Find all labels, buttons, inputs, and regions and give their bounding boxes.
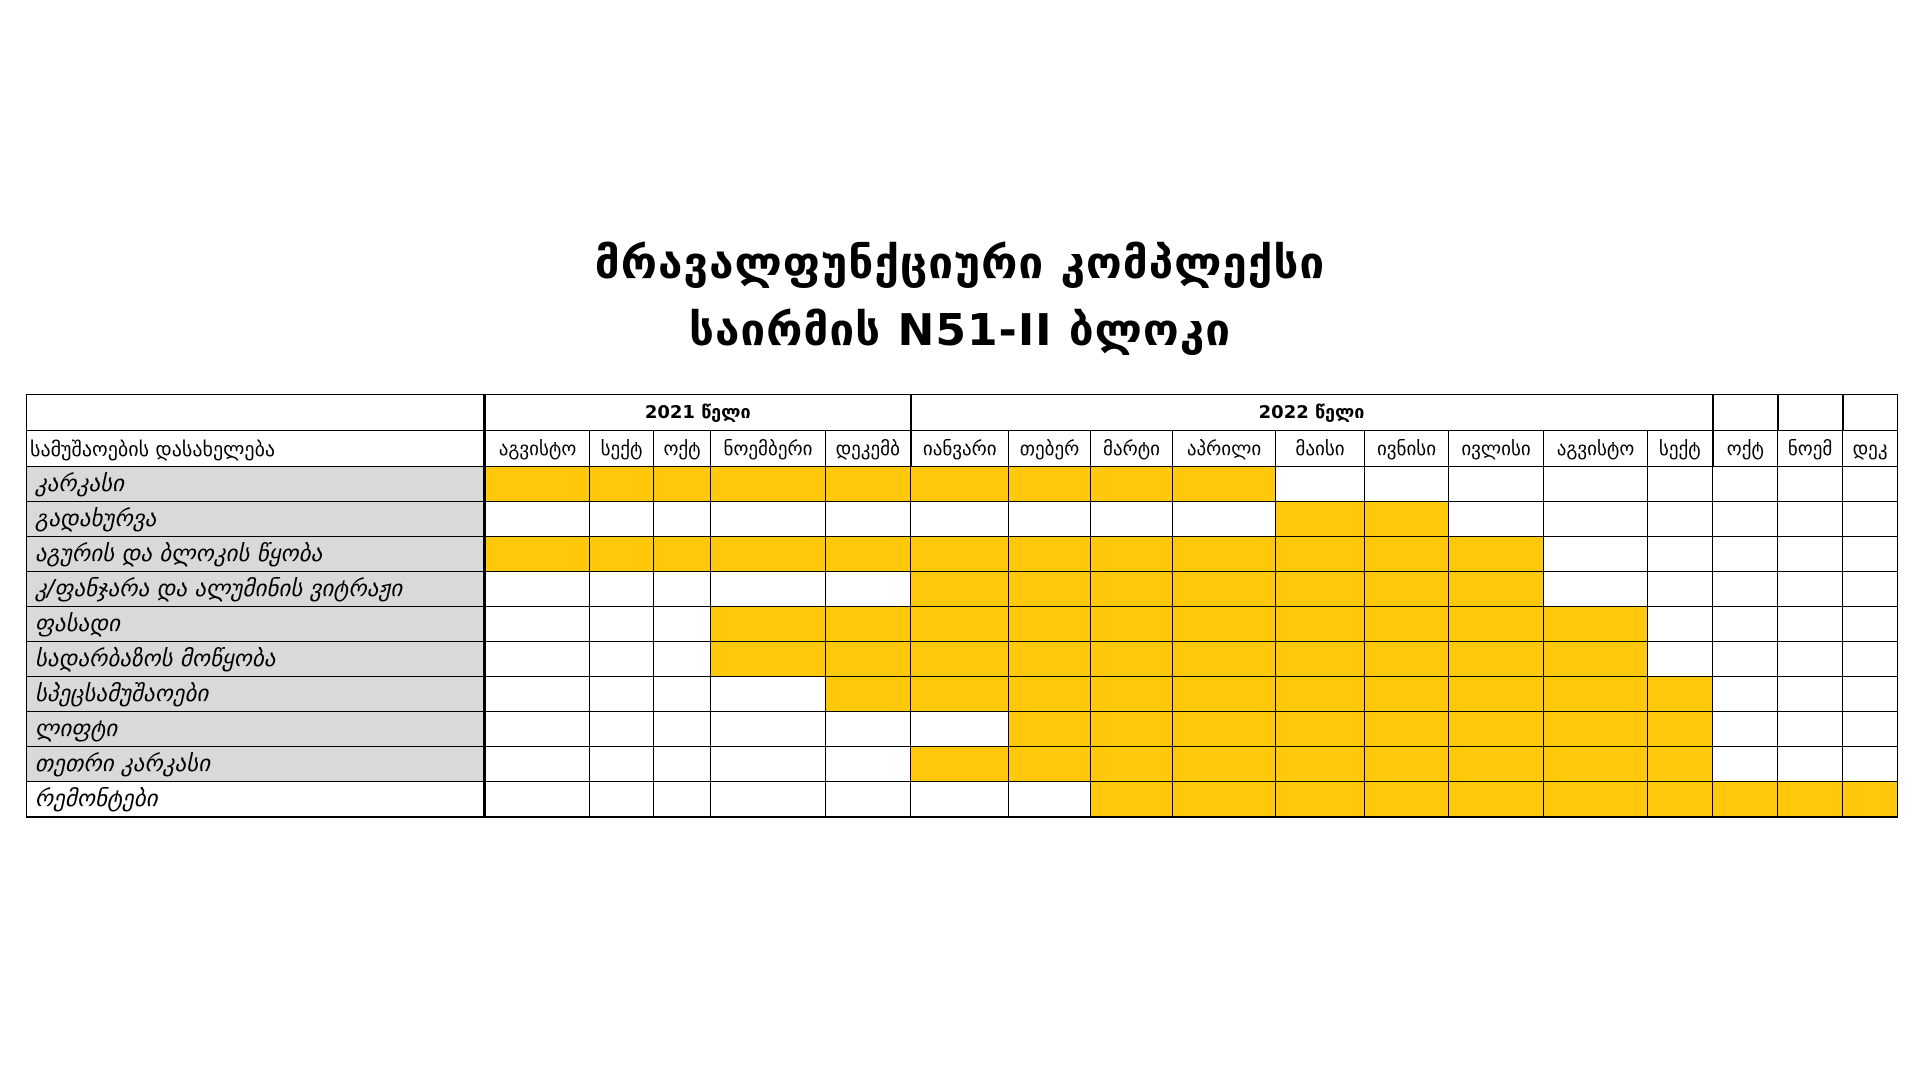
schedule-cell-active [590, 467, 654, 502]
schedule-cell-empty [654, 677, 711, 712]
schedule-cell-active [1449, 782, 1544, 817]
schedule-cell-empty [826, 782, 911, 817]
schedule-cell-active [711, 642, 826, 677]
task-name: რემონტები [27, 782, 485, 817]
task-name: აგურის და ბლოკის წყობა [27, 537, 485, 572]
schedule-cell-active [911, 677, 1009, 712]
schedule-cell-empty [590, 677, 654, 712]
schedule-cell-empty [1449, 467, 1544, 502]
year-header: 2022 წელი [911, 395, 1713, 431]
schedule-cell-active [911, 607, 1009, 642]
schedule-cell-empty [826, 712, 911, 747]
schedule-cell-empty [1544, 502, 1648, 537]
schedule-cell-active [1009, 712, 1091, 747]
schedule-cell-empty [1648, 537, 1713, 572]
schedule-cell-active [1091, 712, 1173, 747]
schedule-cell-active [826, 642, 911, 677]
schedule-cell-empty [1778, 677, 1843, 712]
schedule-cell-empty [1713, 677, 1778, 712]
schedule-cell-active [826, 607, 911, 642]
schedule-cell-active [1173, 712, 1276, 747]
schedule-cell-active [711, 607, 826, 642]
schedule-cell-active [590, 537, 654, 572]
schedule-cell-active [1091, 747, 1173, 782]
schedule-cell-empty [1843, 467, 1898, 502]
schedule-cell-empty [654, 712, 711, 747]
year-header-row [27, 395, 1898, 431]
schedule-cell-active [1276, 677, 1365, 712]
schedule-cell-empty [1778, 537, 1843, 572]
year-header [1778, 395, 1843, 431]
task-name: თეთრი კარკასი [27, 747, 485, 782]
schedule-cell-active [1449, 537, 1544, 572]
schedule-cell-empty [654, 747, 711, 782]
schedule-cell-active [1173, 537, 1276, 572]
schedule-cell-active [1449, 607, 1544, 642]
schedule-cell-active [1091, 677, 1173, 712]
schedule-cell-active [1365, 747, 1449, 782]
schedule-cell-empty [826, 747, 911, 782]
schedule-cell-empty [485, 747, 590, 782]
task-row [27, 782, 1898, 817]
schedule-cell-active [654, 537, 711, 572]
schedule-cell-active [711, 467, 826, 502]
schedule-cell-active [1365, 782, 1449, 817]
task-name: სადარბაზოს მოწყობა [27, 642, 485, 677]
task-row [27, 712, 1898, 747]
schedule-cell-active [1173, 607, 1276, 642]
schedule-cell-active [1449, 572, 1544, 607]
month-header: ოქტ [1713, 431, 1778, 467]
schedule-cell-active [1449, 642, 1544, 677]
month-header: აგვისტო [1544, 431, 1648, 467]
schedule-cell-active [1544, 782, 1648, 817]
schedule-cell-active [1365, 642, 1449, 677]
schedule-cell-active [911, 747, 1009, 782]
schedule-cell-empty [1843, 537, 1898, 572]
schedule-cell-active [1091, 607, 1173, 642]
schedule-cell-active [1009, 607, 1091, 642]
schedule-cell-empty [1713, 572, 1778, 607]
year-header: 2021 წელი [485, 395, 911, 431]
schedule-cell-empty [485, 607, 590, 642]
schedule-cell-empty [826, 572, 911, 607]
schedule-cell-empty [1648, 572, 1713, 607]
task-name: ფასადი [27, 607, 485, 642]
schedule-cell-active [1009, 747, 1091, 782]
schedule-cell-active [1276, 747, 1365, 782]
schedule-cell-empty [711, 677, 826, 712]
schedule-cell-active [1276, 782, 1365, 817]
schedule-cell-active [1365, 537, 1449, 572]
schedule-cell-empty [485, 502, 590, 537]
schedule-cell-empty [1648, 642, 1713, 677]
schedule-cell-active [911, 537, 1009, 572]
schedule-cell-empty [1648, 607, 1713, 642]
schedule-cell-empty [1778, 467, 1843, 502]
month-header: ნოემ [1778, 431, 1843, 467]
month-header: ივლისი [1449, 431, 1544, 467]
schedule-cell-active [1276, 502, 1365, 537]
schedule-cell-empty [911, 502, 1009, 537]
schedule-cell-active [1648, 747, 1713, 782]
schedule-cell-active [1091, 537, 1173, 572]
schedule-cell-empty [1713, 747, 1778, 782]
month-header: სექტ [1648, 431, 1713, 467]
schedule-cell-empty [654, 642, 711, 677]
schedule-cell-empty [1173, 502, 1276, 537]
schedule-cell-active [1648, 677, 1713, 712]
schedule-cell-active [1276, 537, 1365, 572]
month-header: თებერ [1009, 431, 1091, 467]
task-row [27, 502, 1898, 537]
schedule-cell-empty [1778, 712, 1843, 747]
schedule-cell-active [1173, 747, 1276, 782]
schedule-cell-empty [1009, 502, 1091, 537]
schedule-cell-active [1713, 782, 1778, 817]
schedule-cell-empty [1778, 642, 1843, 677]
schedule-cell-active [826, 537, 911, 572]
task-name: კარკასი [27, 467, 485, 502]
schedule-cell-empty [826, 502, 911, 537]
schedule-cell-empty [485, 572, 590, 607]
month-header: დეკ [1843, 431, 1898, 467]
schedule-cell-empty [485, 782, 590, 817]
schedule-cell-empty [1778, 572, 1843, 607]
schedule-cell-empty [711, 747, 826, 782]
schedule-cell-empty [711, 782, 826, 817]
schedule-cell-empty [1843, 677, 1898, 712]
schedule-cell-empty [590, 782, 654, 817]
schedule-cell-empty [1009, 782, 1091, 817]
schedule-cell-empty [590, 712, 654, 747]
year-header [1843, 395, 1898, 431]
schedule-cell-active [1091, 782, 1173, 817]
schedule-cell-active [1648, 782, 1713, 817]
schedule-cell-empty [1778, 747, 1843, 782]
schedule-cell-empty [1713, 607, 1778, 642]
schedule-cell-active [1009, 537, 1091, 572]
schedule-cell-active [1648, 712, 1713, 747]
schedule-cell-active [1173, 782, 1276, 817]
schedule-cell-active [1173, 642, 1276, 677]
month-header: მარტი [1091, 431, 1173, 467]
schedule-cell-empty [590, 502, 654, 537]
schedule-cell-active [911, 467, 1009, 502]
schedule-cell-active [1544, 747, 1648, 782]
schedule-cell-active [1009, 467, 1091, 502]
schedule-cell-empty [711, 502, 826, 537]
schedule-cell-active [1365, 712, 1449, 747]
schedule-cell-empty [1843, 747, 1898, 782]
schedule-cell-empty [1713, 642, 1778, 677]
month-header: ნოემბერი [711, 431, 826, 467]
schedule-cell-empty [1713, 467, 1778, 502]
schedule-cell-empty [590, 607, 654, 642]
schedule-cell-active [1009, 677, 1091, 712]
page-title: მრავალფუნქციური კომპლექსი [594, 238, 1326, 289]
schedule-cell-active [711, 537, 826, 572]
month-header: სექტ [590, 431, 654, 467]
schedule-cell-empty [1843, 572, 1898, 607]
task-row [27, 607, 1898, 642]
schedule-cell-empty [1778, 502, 1843, 537]
month-header: აგვისტო [485, 431, 590, 467]
schedule-cell-empty [590, 747, 654, 782]
schedule-cell-active [1449, 677, 1544, 712]
schedule-cell-active [1449, 712, 1544, 747]
schedule-cell-active [1365, 502, 1449, 537]
task-row [27, 572, 1898, 607]
schedule-cell-empty [1713, 712, 1778, 747]
schedule-cell-active [1009, 572, 1091, 607]
schedule-cell-empty [1648, 502, 1713, 537]
schedule-cell-active [1365, 677, 1449, 712]
schedule-cell-active [1449, 747, 1544, 782]
schedule-cell-empty [1843, 642, 1898, 677]
schedule-cell-empty [485, 712, 590, 747]
schedule-cell-empty [1648, 467, 1713, 502]
schedule-cell-empty [1365, 467, 1449, 502]
schedule-cell-empty [911, 782, 1009, 817]
schedule-cell-active [1544, 607, 1648, 642]
schedule-cell-empty [485, 642, 590, 677]
task-name: გადახურვა [27, 502, 485, 537]
schedule-cell-active [1173, 467, 1276, 502]
schedule-cell-empty [1276, 467, 1365, 502]
schedule-cell-active [1843, 782, 1898, 817]
schedule-cell-empty [1091, 502, 1173, 537]
month-header: იანვარი [911, 431, 1009, 467]
schedule-cell-active [1091, 572, 1173, 607]
schedule-cell-active [1091, 467, 1173, 502]
corner-cell [27, 395, 485, 431]
year-header [1713, 395, 1778, 431]
month-header-row [27, 431, 1898, 467]
schedule-cell-active [485, 537, 590, 572]
schedule-cell-empty [1843, 712, 1898, 747]
schedule-cell-active [826, 467, 911, 502]
schedule-cell-active [1009, 642, 1091, 677]
schedule-cell-empty [1449, 502, 1544, 537]
schedule-cell-empty [654, 572, 711, 607]
schedule-cell-empty [1544, 537, 1648, 572]
schedule-cell-active [1091, 642, 1173, 677]
schedule-cell-active [1276, 607, 1365, 642]
schedule-cell-empty [1713, 537, 1778, 572]
schedule-cell-active [1276, 572, 1365, 607]
schedule-cell-active [1276, 642, 1365, 677]
schedule-cell-empty [590, 642, 654, 677]
task-row [27, 537, 1898, 572]
schedule-cell-active [1365, 607, 1449, 642]
task-row [27, 467, 1898, 502]
schedule-cell-active [826, 677, 911, 712]
schedule-cell-empty [1843, 607, 1898, 642]
schedule-cell-active [911, 572, 1009, 607]
schedule-cell-active [1173, 572, 1276, 607]
gantt-schedule-table [26, 394, 1898, 818]
schedule-cell-empty [1544, 467, 1648, 502]
month-header: მაისი [1276, 431, 1365, 467]
schedule-cell-empty [654, 782, 711, 817]
schedule-cell-empty [590, 572, 654, 607]
task-name: კ/ფანჯარა და ალუმინის ვიტრაჟი [27, 572, 485, 607]
schedule-cell-empty [654, 607, 711, 642]
schedule-cell-active [1544, 677, 1648, 712]
schedule-cell-active [911, 642, 1009, 677]
schedule-cell-active [1173, 677, 1276, 712]
schedule-cell-empty [1843, 502, 1898, 537]
schedule-cell-empty [1778, 607, 1843, 642]
schedule-cell-empty [1544, 572, 1648, 607]
task-row [27, 642, 1898, 677]
schedule-cell-active [1544, 712, 1648, 747]
schedule-cell-active [485, 467, 590, 502]
schedule-cell-empty [485, 677, 590, 712]
page-subtitle: საირმის N51-II ბლოკი [688, 305, 1232, 356]
schedule-cell-active [1365, 572, 1449, 607]
task-row [27, 747, 1898, 782]
month-header: ოქტ [654, 431, 711, 467]
task-name-header: სამუშაოების დასახელება [27, 431, 485, 467]
schedule-cell-active [654, 467, 711, 502]
task-name: ლიფტი [27, 712, 485, 747]
schedule-cell-active [1544, 642, 1648, 677]
schedule-cell-empty [711, 572, 826, 607]
task-row [27, 677, 1898, 712]
schedule-cell-empty [711, 712, 826, 747]
month-header: ივნისი [1365, 431, 1449, 467]
schedule-cell-active [1778, 782, 1843, 817]
task-name: სპეცსამუშაოები [27, 677, 485, 712]
month-header: დეკემბ [826, 431, 911, 467]
schedule-cell-empty [654, 502, 711, 537]
schedule-cell-empty [1713, 502, 1778, 537]
schedule-cell-empty [911, 712, 1009, 747]
month-header: აპრილი [1173, 431, 1276, 467]
schedule-cell-active [1276, 712, 1365, 747]
